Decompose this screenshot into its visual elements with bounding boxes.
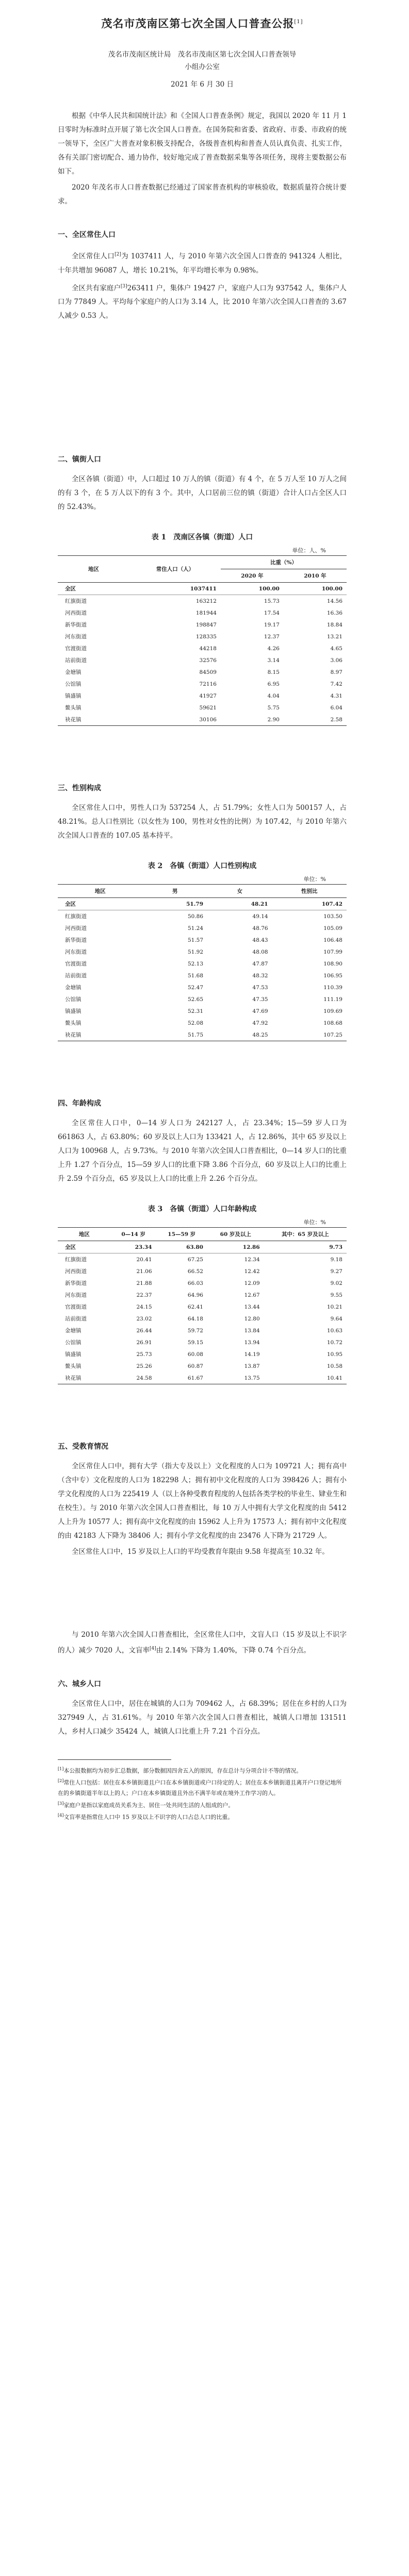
t1-cell-name: 袂花镇 bbox=[58, 714, 129, 726]
t2-cell-m: 51.92 bbox=[187, 948, 204, 955]
t2-col-male: 男 bbox=[142, 885, 207, 898]
t3-col-15-59: 15—59 岁 bbox=[156, 1228, 207, 1241]
table-3-unit: 单位：% bbox=[303, 1219, 326, 1226]
t2-cell-name: 官渡街道 bbox=[65, 961, 87, 967]
t3-cell-b: 64.18 bbox=[187, 1315, 203, 1322]
t1-cell-share2020: 4.04 bbox=[267, 692, 280, 699]
table-row bbox=[58, 970, 347, 981]
t1-cell-name: 站前街道 bbox=[65, 657, 87, 664]
t2-cell-m: 52.31 bbox=[187, 1008, 204, 1014]
blank-space bbox=[58, 726, 347, 762]
t3-cell-d: 10.58 bbox=[326, 1363, 342, 1369]
table-row bbox=[58, 1348, 347, 1360]
t2-cell-f: 49.14 bbox=[252, 913, 268, 920]
footnote-mark: [2] bbox=[58, 1778, 64, 1784]
t1-cell-share2020: 19.17 bbox=[264, 621, 280, 628]
t2-cell-name: 金塘镇 bbox=[65, 985, 81, 991]
t3-cell-d: 10.95 bbox=[326, 1351, 342, 1358]
footnote-mark: [4] bbox=[58, 1813, 64, 1818]
table-row bbox=[58, 1301, 347, 1313]
table-row bbox=[58, 1253, 347, 1266]
t3-cell-c: 12.67 bbox=[244, 1292, 260, 1298]
t1-cell-pop: 59621 bbox=[199, 704, 217, 711]
footnote-text: 家庭户是指以家庭成员关系为主、居住一处共同生活的人组成的户。 bbox=[63, 1802, 234, 1809]
blank-space bbox=[58, 1041, 347, 1077]
population-p2-note: [3] bbox=[120, 283, 127, 289]
t3-cell-b: 67.25 bbox=[187, 1256, 203, 1263]
footnote-mark: [1] bbox=[58, 1766, 64, 1771]
t2-col-ratio: 性别比 bbox=[272, 885, 347, 898]
table-row bbox=[58, 607, 347, 619]
issuer-line-1: 茂名市茂南区统计局 茂名市茂南区第七次全国人口普查领导 bbox=[108, 50, 297, 59]
t3-cell-c: 13.75 bbox=[207, 1372, 264, 1384]
t1-cell-share2010: 16.36 bbox=[326, 609, 342, 616]
t1-cell-pop: 41927 bbox=[199, 692, 217, 699]
t1-cell-name: 新华街道 bbox=[65, 622, 87, 628]
section-heading-population: 一、全区常住人口 bbox=[58, 231, 116, 239]
t3-cell-name: 金塘镇 bbox=[65, 1328, 81, 1334]
section-heading-districts: 二、镇街人口 bbox=[58, 455, 101, 464]
t1-cell-pop: 128335 bbox=[195, 633, 217, 640]
population-p2-lead: 全区共有家庭户 bbox=[72, 284, 121, 292]
t1-cell-share2010: 7.42 bbox=[330, 681, 342, 687]
t2-cell-name: 袂花镇 bbox=[58, 1029, 142, 1041]
population-p1-note: [2] bbox=[114, 252, 121, 257]
t3-cell-c: 14.19 bbox=[244, 1351, 260, 1358]
table-row bbox=[58, 1029, 347, 1041]
t3-cell-name: 公馆镇 bbox=[65, 1340, 81, 1346]
t3-cell-a: 24.58 bbox=[111, 1372, 156, 1384]
t2-cell-m: 52.65 bbox=[187, 996, 204, 1003]
t1-cell-pop: 30106 bbox=[129, 714, 221, 726]
t1-total-share2010: 100.00 bbox=[284, 583, 347, 595]
table-2-unit: 单位：% bbox=[303, 876, 326, 883]
t1-cell-name: 公馆镇 bbox=[65, 681, 81, 687]
t2-cell-m: 51.75 bbox=[142, 1029, 207, 1041]
table-row bbox=[58, 631, 347, 642]
table-row-total bbox=[58, 583, 347, 595]
t2-cell-f: 47.69 bbox=[252, 1008, 268, 1014]
t2-cell-f: 47.87 bbox=[252, 960, 268, 967]
table-row bbox=[58, 1277, 347, 1289]
t1-cell-pop: 181944 bbox=[195, 609, 217, 616]
t2-cell-name: 河东街道 bbox=[65, 949, 87, 955]
t3-cell-name: 鳌头镇 bbox=[65, 1363, 81, 1369]
t1-total-label: 全区 bbox=[58, 583, 129, 595]
t3-cell-d: 10.41 bbox=[264, 1372, 347, 1384]
t1-cell-name: 官渡街道 bbox=[65, 646, 87, 652]
t3-cell-name: 红旗街道 bbox=[65, 1257, 87, 1263]
t3-cell-a: 25.73 bbox=[136, 1351, 152, 1358]
t3-cell-b: 60.87 bbox=[187, 1363, 203, 1369]
table-row-total bbox=[58, 898, 347, 910]
table-row bbox=[58, 1360, 347, 1372]
t1-cell-share2010: 8.97 bbox=[330, 669, 342, 675]
t2-cell-f: 47.53 bbox=[252, 984, 268, 991]
t3-total-c: 12.86 bbox=[207, 1241, 264, 1253]
t2-cell-f: 48.32 bbox=[252, 972, 268, 979]
t1-cell-pop: 44218 bbox=[199, 645, 217, 652]
t1-total-pop: 1037411 bbox=[129, 583, 221, 595]
t3-cell-name: 河东街道 bbox=[65, 1292, 87, 1298]
t1-cell-share2020: 4.26 bbox=[267, 645, 280, 652]
t3-cell-a: 26.44 bbox=[136, 1327, 152, 1334]
t3-cell-d: 10.63 bbox=[326, 1327, 342, 1334]
table-row bbox=[58, 910, 347, 923]
table-row bbox=[58, 993, 347, 1005]
table-row bbox=[58, 958, 347, 970]
footnote-text: 本公报数据均为初步汇总数据，部分数据因四舍五入的原因，存在总计与分项合计不等的情况。 bbox=[63, 1767, 302, 1774]
t3-cell-d: 9.64 bbox=[330, 1315, 342, 1322]
blank-space bbox=[58, 325, 347, 433]
t2-cell-m: 51.57 bbox=[187, 937, 204, 943]
t2-cell-name: 站前街道 bbox=[65, 973, 87, 979]
t2-cell-f: 48.25 bbox=[207, 1029, 272, 1041]
t1-cell-share2020: 15.73 bbox=[264, 598, 280, 604]
section-heading-age: 四、年龄构成 bbox=[58, 1099, 101, 1108]
t3-col-65plus: 其中：65 岁及以上 bbox=[264, 1228, 347, 1241]
t2-total-male: 51.79 bbox=[142, 898, 207, 910]
t1-cell-share2020: 8.15 bbox=[267, 669, 280, 675]
t1-cell-share2010: 13.21 bbox=[326, 633, 342, 640]
t3-cell-b: 66.03 bbox=[187, 1280, 203, 1286]
t2-cell-m: 52.13 bbox=[187, 960, 204, 967]
t1-cell-share2020: 3.14 bbox=[267, 657, 280, 664]
t3-cell-a: 24.15 bbox=[136, 1303, 152, 1310]
t1-cell-name: 河西街道 bbox=[65, 610, 87, 616]
table-row bbox=[58, 678, 347, 690]
section-heading-education: 五、受教育情况 bbox=[58, 1443, 108, 1451]
table-row bbox=[58, 981, 347, 993]
t1-cell-share2020: 17.54 bbox=[264, 609, 280, 616]
t2-cell-r: 103.50 bbox=[323, 913, 342, 920]
t3-cell-d: 10.21 bbox=[326, 1303, 342, 1310]
table-row bbox=[58, 619, 347, 631]
education-paragraph-3 bbox=[58, 1628, 347, 1658]
table-row bbox=[58, 1325, 347, 1336]
t3-cell-c: 13.87 bbox=[244, 1363, 260, 1369]
t3-cell-name: 官渡街道 bbox=[65, 1304, 87, 1310]
t3-cell-b: 59.72 bbox=[187, 1327, 203, 1334]
table-1-unit: 单位：人、% bbox=[292, 547, 326, 554]
t2-cell-r: 111.19 bbox=[323, 996, 342, 1003]
t2-cell-m: 52.47 bbox=[187, 984, 204, 991]
table-row bbox=[58, 1005, 347, 1017]
bulletin-document bbox=[58, 15, 347, 1823]
table-row bbox=[58, 654, 347, 666]
t1-cell-pop: 32576 bbox=[199, 657, 217, 664]
t3-cell-c: 13.84 bbox=[244, 1327, 260, 1334]
t3-cell-a: 23.02 bbox=[136, 1315, 152, 1322]
t1-col-population: 常住人口（人） bbox=[129, 556, 221, 583]
t2-cell-r: 106.48 bbox=[323, 937, 342, 943]
t2-cell-m: 52.08 bbox=[187, 1020, 204, 1026]
footnote-item bbox=[58, 1810, 347, 1823]
footnote-mark: [3] bbox=[58, 1801, 64, 1806]
t1-cell-share2020: 2.90 bbox=[221, 714, 284, 726]
t2-cell-r: 108.68 bbox=[323, 1020, 342, 1026]
t1-col-2020: 2020 年 bbox=[221, 569, 284, 583]
table-1-district-population bbox=[58, 555, 347, 726]
t2-cell-m: 50.86 bbox=[187, 913, 204, 920]
t2-cell-name: 公馆镇 bbox=[65, 996, 81, 1003]
gender-paragraph: 全区常住人口中，男性人口为 537254 人，占 51.79%；女性人口为 500157 人，占 48.21%。总人口性别比（以女性为 100，男性对女性的比例）为 107.42，与 2010 年第六次全国人口普查的 107.05 基本持平。 bbox=[58, 804, 347, 840]
footnote-divider bbox=[58, 1759, 171, 1760]
t1-cell-name: 镇盛镇 bbox=[65, 693, 81, 699]
population-paragraph-1 bbox=[58, 248, 347, 278]
table-row bbox=[58, 702, 347, 714]
page-title bbox=[58, 15, 347, 31]
blank-space bbox=[58, 1384, 347, 1420]
t2-cell-r: 107.25 bbox=[272, 1029, 347, 1041]
t2-cell-m: 51.24 bbox=[187, 925, 204, 931]
age-paragraph: 全区常住人口中，0—14 岁人口为 242127 人，占 23.34%；15—59 岁人口为 661863 人，占 63.80%；60 岁及以上人口为 133421 人，占 12.86%，其中 65 岁及以上人口为 100968 人，占 9.73%。与 2010 年第六次全国人口普查相比，0—14 岁人口的比重上升 1.27 个百分点，15—59 岁人口的比重下降 3.86 个百分点，60 岁及以上人口的比重上升 2.59 个百分点，65 岁及以上人口的比重上升 2.26 个百分点。 bbox=[58, 1119, 347, 1183]
intro-paragraph-1: 根据《中华人民共和国统计法》和《全国人口普查条例》规定，我国以 2020 年 11 月 1 日零时为标准时点开展了第七次全国人口普查。在国务院和省委、省政府、市委、市政府的统一领导下，全区广大普查对象积极支持配合，各级普查机构和普查人员认真负责、扎实工作，各有关部门密切配合、通力协作，较好地完成了普查数据采集等各项任务，现将主要数据公布如下。 bbox=[58, 112, 347, 176]
footnote-text: 常住人口包括：居住在本乡镇街道且户口在本乡镇街道或户口待定的人；居住在本乡镇街道且离开户口登记地所在的乡镇街道半年以上的人；户口在本乡镇街道且外出不满半年或在境外工作学习的人。 bbox=[58, 1779, 342, 1797]
table-3-age bbox=[58, 1227, 347, 1384]
t3-cell-c: 13.44 bbox=[244, 1303, 260, 1310]
t1-cell-share2010: 4.31 bbox=[330, 692, 342, 699]
population-p2-rest: 263411 户，集体户 19427 户，家庭户人口为 937542 人，集体户人口为 77849 人。平均每个家庭户的人口为 3.14 人，比 2010 年第六次全国人口普查的 3.67 人减少 0.53 人。 bbox=[58, 284, 347, 320]
population-paragraph-2 bbox=[58, 280, 347, 324]
footnote-item bbox=[58, 1776, 347, 1799]
districts-paragraph: 全区各镇（街道）中，人口超过 10 万人的镇（街道）有 4 个，在 5 万人至 10 万人之间的有 3 个，在 5 万人以下的有 3 个。其中，人口居前三位的镇（街道）合计人口占全区人口的 52.43%。 bbox=[58, 475, 347, 511]
t3-cell-a: 21.88 bbox=[136, 1280, 152, 1286]
t2-cell-name: 新华街道 bbox=[65, 937, 87, 943]
t3-cell-c: 12.80 bbox=[244, 1315, 260, 1322]
table-row bbox=[58, 690, 347, 702]
t2-cell-name: 鳌头镇 bbox=[65, 1020, 81, 1026]
education-paragraph-1: 全区常住人口中，拥有大学（指大专及以上）文化程度的人口为 109721 人；拥有高中（含中专）文化程度的人口为 182298 人；拥有初中文化程度的人口为 398426 人；拥有小学文化程度的人口为 225419 人（以上各种受教育程度的人包括各类学校的毕业生、肄业生和在校生）。与 2010 年第六次全国人口普查相比，每 10 万人中拥有大学文化程度的由 5412 人上升为 10577 人；拥有高中文化程度的由 15962 人上升为 17573 人；拥有初中文化程度的由 42183 人下降为 38406 人；拥有小学文化程度的由 23476 人下降为 21729 人。 bbox=[58, 1462, 347, 1540]
t2-cell-r: 110.39 bbox=[323, 984, 342, 991]
footnote-item bbox=[58, 1799, 347, 1811]
t3-cell-d: 9.27 bbox=[330, 1268, 342, 1275]
t3-cell-c: 12.34 bbox=[244, 1256, 260, 1263]
t2-cell-r: 105.09 bbox=[323, 925, 342, 931]
table-row bbox=[58, 714, 347, 726]
t3-cell-name: 袂花镇 bbox=[58, 1372, 111, 1384]
population-p1-lead: 全区常住人口 bbox=[72, 252, 115, 261]
t3-cell-d: 9.55 bbox=[330, 1292, 342, 1298]
table-row bbox=[58, 1336, 347, 1348]
t2-cell-f: 48.76 bbox=[252, 925, 268, 931]
urban-rural-paragraph: 全区常住人口中，居住在城镇的人口为 709462 人，占 68.39%；居住在乡村的人口为 327949 人，占 31.61%。与 2010 年第六次全国人口普查相比，城镇人口增加 131511 人，乡村人口减少 35424 人，城镇人口比重上升 7.21 个百分点。 bbox=[58, 1699, 347, 1736]
education-paragraph-2: 全区常住人口中，15 岁及以上人口的平均受教育年限由 9.58 年提高至 10.32 年。 bbox=[72, 1548, 329, 1556]
t3-cell-c: 12.09 bbox=[244, 1280, 260, 1286]
section-heading-urban-rural: 六、城乡人口 bbox=[58, 1680, 101, 1688]
t3-cell-b: 62.41 bbox=[187, 1303, 203, 1310]
t1-cell-name: 河东街道 bbox=[65, 634, 87, 640]
t1-col-2010: 2010 年 bbox=[284, 569, 347, 583]
table-3-caption: 表 3 各镇（街道）人口年龄构成 bbox=[148, 1205, 257, 1213]
t1-cell-share2020: 5.75 bbox=[267, 704, 280, 711]
population-p1-rest: 为 1037411 人，与 2010 年第六次全国人口普查的 941324 人相比，十年共增加 96087 人，增长 10.21%，年平均增长率为 0.98%。 bbox=[58, 252, 347, 275]
t3-cell-a: 21.06 bbox=[136, 1268, 152, 1275]
table-row bbox=[58, 1313, 347, 1325]
table-row bbox=[58, 1372, 347, 1384]
t1-cell-name: 红旗街道 bbox=[65, 598, 87, 604]
t3-cell-a: 26.91 bbox=[136, 1339, 152, 1346]
t2-cell-m: 51.68 bbox=[187, 972, 204, 979]
t1-cell-pop: 72116 bbox=[199, 681, 217, 687]
t3-total-d: 9.73 bbox=[264, 1241, 347, 1253]
table-row bbox=[58, 946, 347, 958]
t2-col-region: 地区 bbox=[58, 885, 142, 898]
table-row bbox=[58, 1289, 347, 1301]
t3-col-region: 地区 bbox=[58, 1228, 111, 1241]
t2-cell-name: 红旗街道 bbox=[65, 913, 87, 920]
table-2-caption: 表 2 各镇（街道）人口性别构成 bbox=[148, 862, 257, 870]
t1-cell-pop: 84509 bbox=[199, 669, 217, 675]
t2-cell-name: 镇盛镇 bbox=[65, 1008, 81, 1014]
t2-cell-name: 河西街道 bbox=[65, 925, 87, 931]
table-row bbox=[58, 1017, 347, 1029]
t2-cell-f: 48.08 bbox=[252, 948, 268, 955]
t2-cell-r: 107.99 bbox=[323, 948, 342, 955]
table-row-total bbox=[58, 1241, 347, 1253]
t3-cell-name: 镇盛镇 bbox=[65, 1351, 81, 1358]
table-row bbox=[58, 642, 347, 654]
t1-cell-name: 鳌头镇 bbox=[65, 705, 81, 711]
t3-cell-b: 61.67 bbox=[156, 1372, 207, 1384]
t1-cell-pop: 163212 bbox=[195, 598, 217, 604]
t3-total-label: 全区 bbox=[58, 1241, 111, 1253]
t3-cell-b: 66.52 bbox=[187, 1268, 203, 1275]
t2-cell-r: 109.69 bbox=[323, 1008, 342, 1014]
t3-cell-d: 9.02 bbox=[330, 1280, 342, 1286]
t3-cell-d: 10.72 bbox=[326, 1339, 342, 1346]
footnote-text: 文盲率是指常住人口中 15 岁及以上不识字的人口占总人口的比重。 bbox=[63, 1814, 234, 1821]
blank-space bbox=[58, 1561, 347, 1628]
t1-cell-share2010: 6.04 bbox=[330, 704, 342, 711]
t3-col-0-14: 0—14 岁 bbox=[111, 1228, 156, 1241]
intro-paragraph-2: 2020 年茂名市人口普查数据已经通过了国家普查机构的审核验收，数据质量符合统计要求。 bbox=[58, 183, 347, 206]
t1-col-share: 比重（%） bbox=[221, 556, 347, 569]
section-heading-gender: 三、性别构成 bbox=[58, 784, 101, 792]
t2-total-ratio: 107.42 bbox=[272, 898, 347, 910]
table-row bbox=[58, 922, 347, 934]
t1-cell-share2010: 2.58 bbox=[284, 714, 347, 726]
t2-cell-f: 48.43 bbox=[252, 937, 268, 943]
t3-cell-a: 20.41 bbox=[136, 1256, 152, 1263]
t3-cell-name: 站前街道 bbox=[65, 1316, 87, 1322]
table-row bbox=[58, 934, 347, 946]
t1-cell-share2010: 4.65 bbox=[330, 645, 342, 652]
t1-cell-share2020: 6.95 bbox=[267, 681, 280, 687]
t2-col-female: 女 bbox=[207, 885, 272, 898]
t2-total-label: 全区 bbox=[58, 898, 142, 910]
footnote-item bbox=[58, 1764, 347, 1776]
t3-cell-b: 60.08 bbox=[187, 1351, 203, 1358]
t3-cell-b: 59.15 bbox=[187, 1339, 203, 1346]
t3-total-a: 23.34 bbox=[111, 1241, 156, 1253]
t3-col-60plus: 60 岁及以上 bbox=[207, 1228, 264, 1241]
t1-cell-pop: 198847 bbox=[195, 621, 217, 628]
issue-date: 2021 年 6 月 30 日 bbox=[170, 80, 234, 89]
title-footnote-mark: [1] bbox=[294, 19, 303, 25]
t2-cell-r: 106.95 bbox=[323, 972, 342, 979]
t1-col-region: 地区 bbox=[58, 556, 129, 583]
table-2-gender bbox=[58, 884, 347, 1041]
t2-cell-r: 108.90 bbox=[323, 960, 342, 967]
t3-cell-c: 12.42 bbox=[244, 1268, 260, 1275]
table-1-caption: 表 1 茂南区各镇（街道）人口 bbox=[151, 533, 253, 541]
table-row bbox=[58, 1265, 347, 1277]
table-row bbox=[58, 595, 347, 607]
t3-cell-d: 9.18 bbox=[330, 1256, 342, 1263]
education-p3-lead: 与 2010 年第六次全国人口普查相比，全区常住人口中，文盲人口（15 岁及以上不识字的人）减少 7020 人，文盲率 bbox=[58, 1631, 347, 1655]
t3-cell-name: 新华街道 bbox=[65, 1280, 87, 1286]
t1-cell-share2010: 3.06 bbox=[330, 657, 342, 664]
t2-total-female: 48.21 bbox=[207, 898, 272, 910]
t3-cell-a: 22.37 bbox=[136, 1292, 152, 1298]
table-row bbox=[58, 666, 347, 678]
t1-cell-share2010: 18.84 bbox=[326, 621, 342, 628]
t3-cell-b: 64.96 bbox=[187, 1292, 203, 1298]
education-p3-note: [4] bbox=[149, 1646, 156, 1651]
issuer-line-2: 小组办公室 bbox=[185, 63, 220, 71]
footnotes bbox=[58, 1764, 347, 1823]
t3-total-b: 63.80 bbox=[156, 1241, 207, 1253]
t2-cell-f: 47.92 bbox=[252, 1020, 268, 1026]
education-p3-rest: 由 2.14% 下降为 1.40%，下降 0.74 个百分点。 bbox=[156, 1646, 310, 1655]
title-text: 茂名市茂南区第七次全国人口普查公报 bbox=[101, 17, 295, 30]
t1-cell-name: 金塘镇 bbox=[65, 669, 81, 675]
t2-cell-f: 47.35 bbox=[252, 996, 268, 1003]
t3-cell-c: 13.94 bbox=[244, 1339, 260, 1346]
t3-cell-name: 河西街道 bbox=[65, 1268, 87, 1275]
t1-cell-share2020: 12.37 bbox=[264, 633, 280, 640]
t3-cell-a: 25.26 bbox=[136, 1363, 152, 1369]
t1-cell-share2010: 14.56 bbox=[326, 598, 342, 604]
t1-total-share2020: 100.00 bbox=[221, 583, 284, 595]
